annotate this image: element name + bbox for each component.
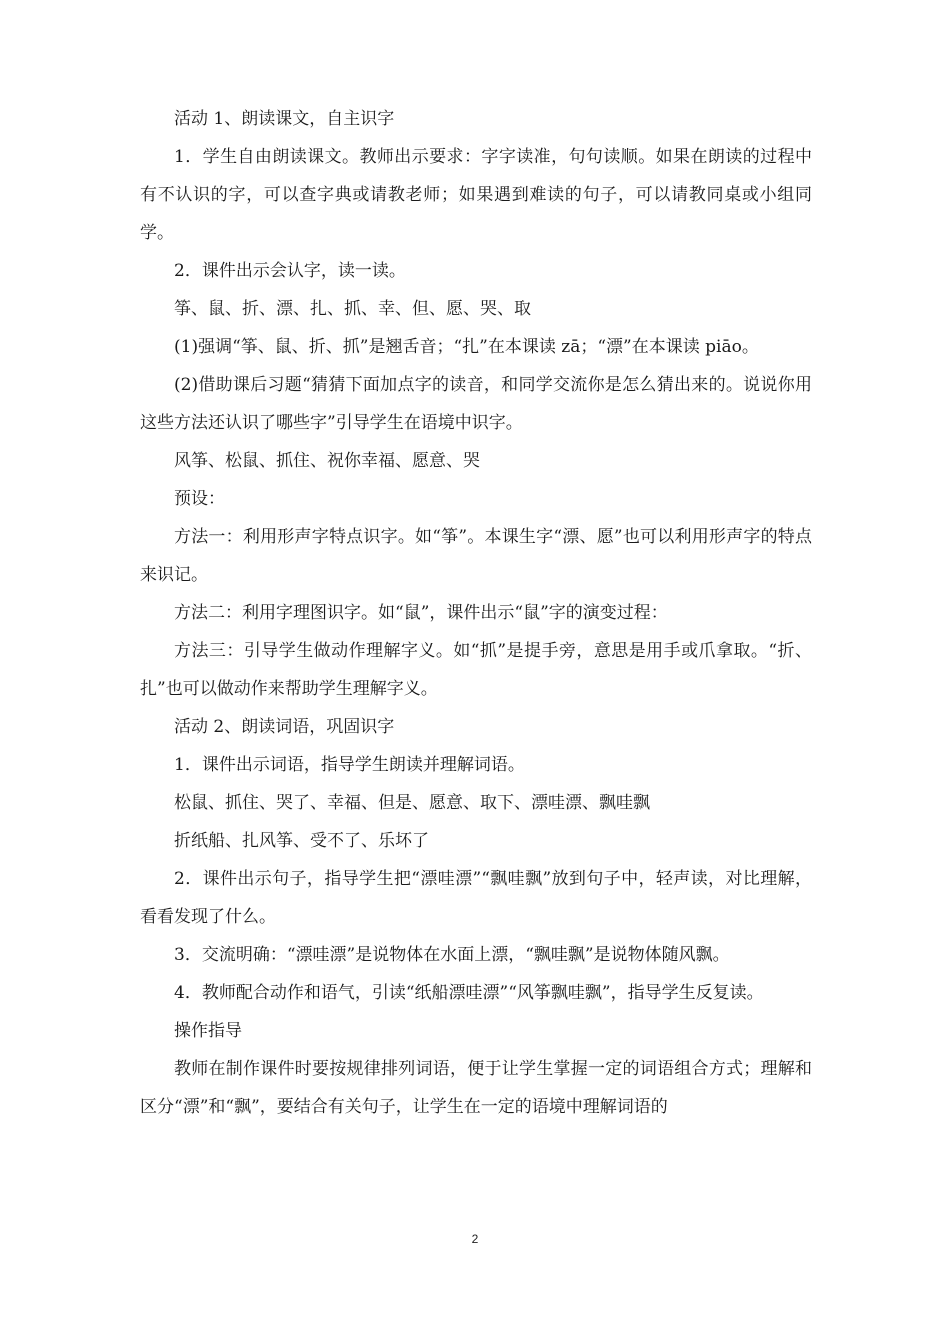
word-list: 折纸船、扎风筝、受不了、乐坏了 xyxy=(174,831,429,851)
method-three: 方法三：引导学生做动作理解字义。如“抓”是提手旁，意思是用手或爪拿取。“折、扎”也可以做动作来帮助学生理解字义。 xyxy=(140,641,812,699)
paragraph: 3．交流明确：“漂哇漂”是说物体在水面上漂，“飘哇飘”是说物体随风飘。 xyxy=(174,945,730,965)
method-one: 方法一：利用形声字特点识字。如“筝”。本课生字“漂、愿”也可以利用形声字的特点来识记。 xyxy=(140,527,812,585)
paragraph: 教师在制作课件时要按规律排列词语，便于让学生掌握一定的词语组合方式；理解和区分“漂”和“飘”，要结合有关句子，让学生在一定的语境中理解词语的 xyxy=(140,1059,812,1117)
character-list: 筝、鼠、折、漂、扎、抓、幸、但、愿、哭、取 xyxy=(174,299,531,319)
heading-activity-1: 活动 1、朗读课文，自主识字 xyxy=(174,109,395,129)
paragraph: 2．课件出示句子，指导学生把“漂哇漂”“飘哇飘”放到句子中，轻声读，对比理解，看看发现了什么。 xyxy=(140,869,812,927)
paragraph: 预设： xyxy=(174,489,225,509)
paragraph: 4．教师配合动作和语气，引读“纸船漂哇漂”“风筝飘哇飘”，指导学生反复读。 xyxy=(174,983,764,1003)
paragraph: (2)借助课后习题“猜猜下面加点字的读音，和同学交流你是怎么猜出来的。说说你用这些方法还认识了哪些字”引导学生在语境中识字。 xyxy=(140,375,812,433)
paragraph: 2．课件出示会认字，读一读。 xyxy=(174,261,406,281)
paragraph: 1．学生自由朗读课文。教师出示要求：字字读准，句句读顺。如果在朗读的过程中有不认识的字，可以查字典或请教老师；如果遇到难读的句子，可以请教同桌或小组同学。 xyxy=(140,147,812,243)
word-list: 风筝、松鼠、抓住、祝你幸福、愿意、哭 xyxy=(174,451,480,471)
paragraph: 1．课件出示词语，指导学生朗读并理解词语。 xyxy=(174,755,525,775)
heading-operation-guide: 操作指导 xyxy=(174,1021,242,1041)
word-list: 松鼠、抓住、哭了、幸福、但是、愿意、取下、漂哇漂、飘哇飘 xyxy=(174,793,650,813)
document-body xyxy=(140,100,812,1126)
method-two: 方法二：利用字理图识字。如“鼠”，课件出示“鼠”字的演变过程： xyxy=(174,603,668,623)
heading-activity-2: 活动 2、朗读词语，巩固识字 xyxy=(174,717,395,737)
paragraph: (1)强调“筝、鼠、折、抓”是翘舌音；“扎”在本课读 zā；“漂”在本课读 piāo。 xyxy=(174,337,759,357)
page-number: 2 xyxy=(471,1232,479,1246)
